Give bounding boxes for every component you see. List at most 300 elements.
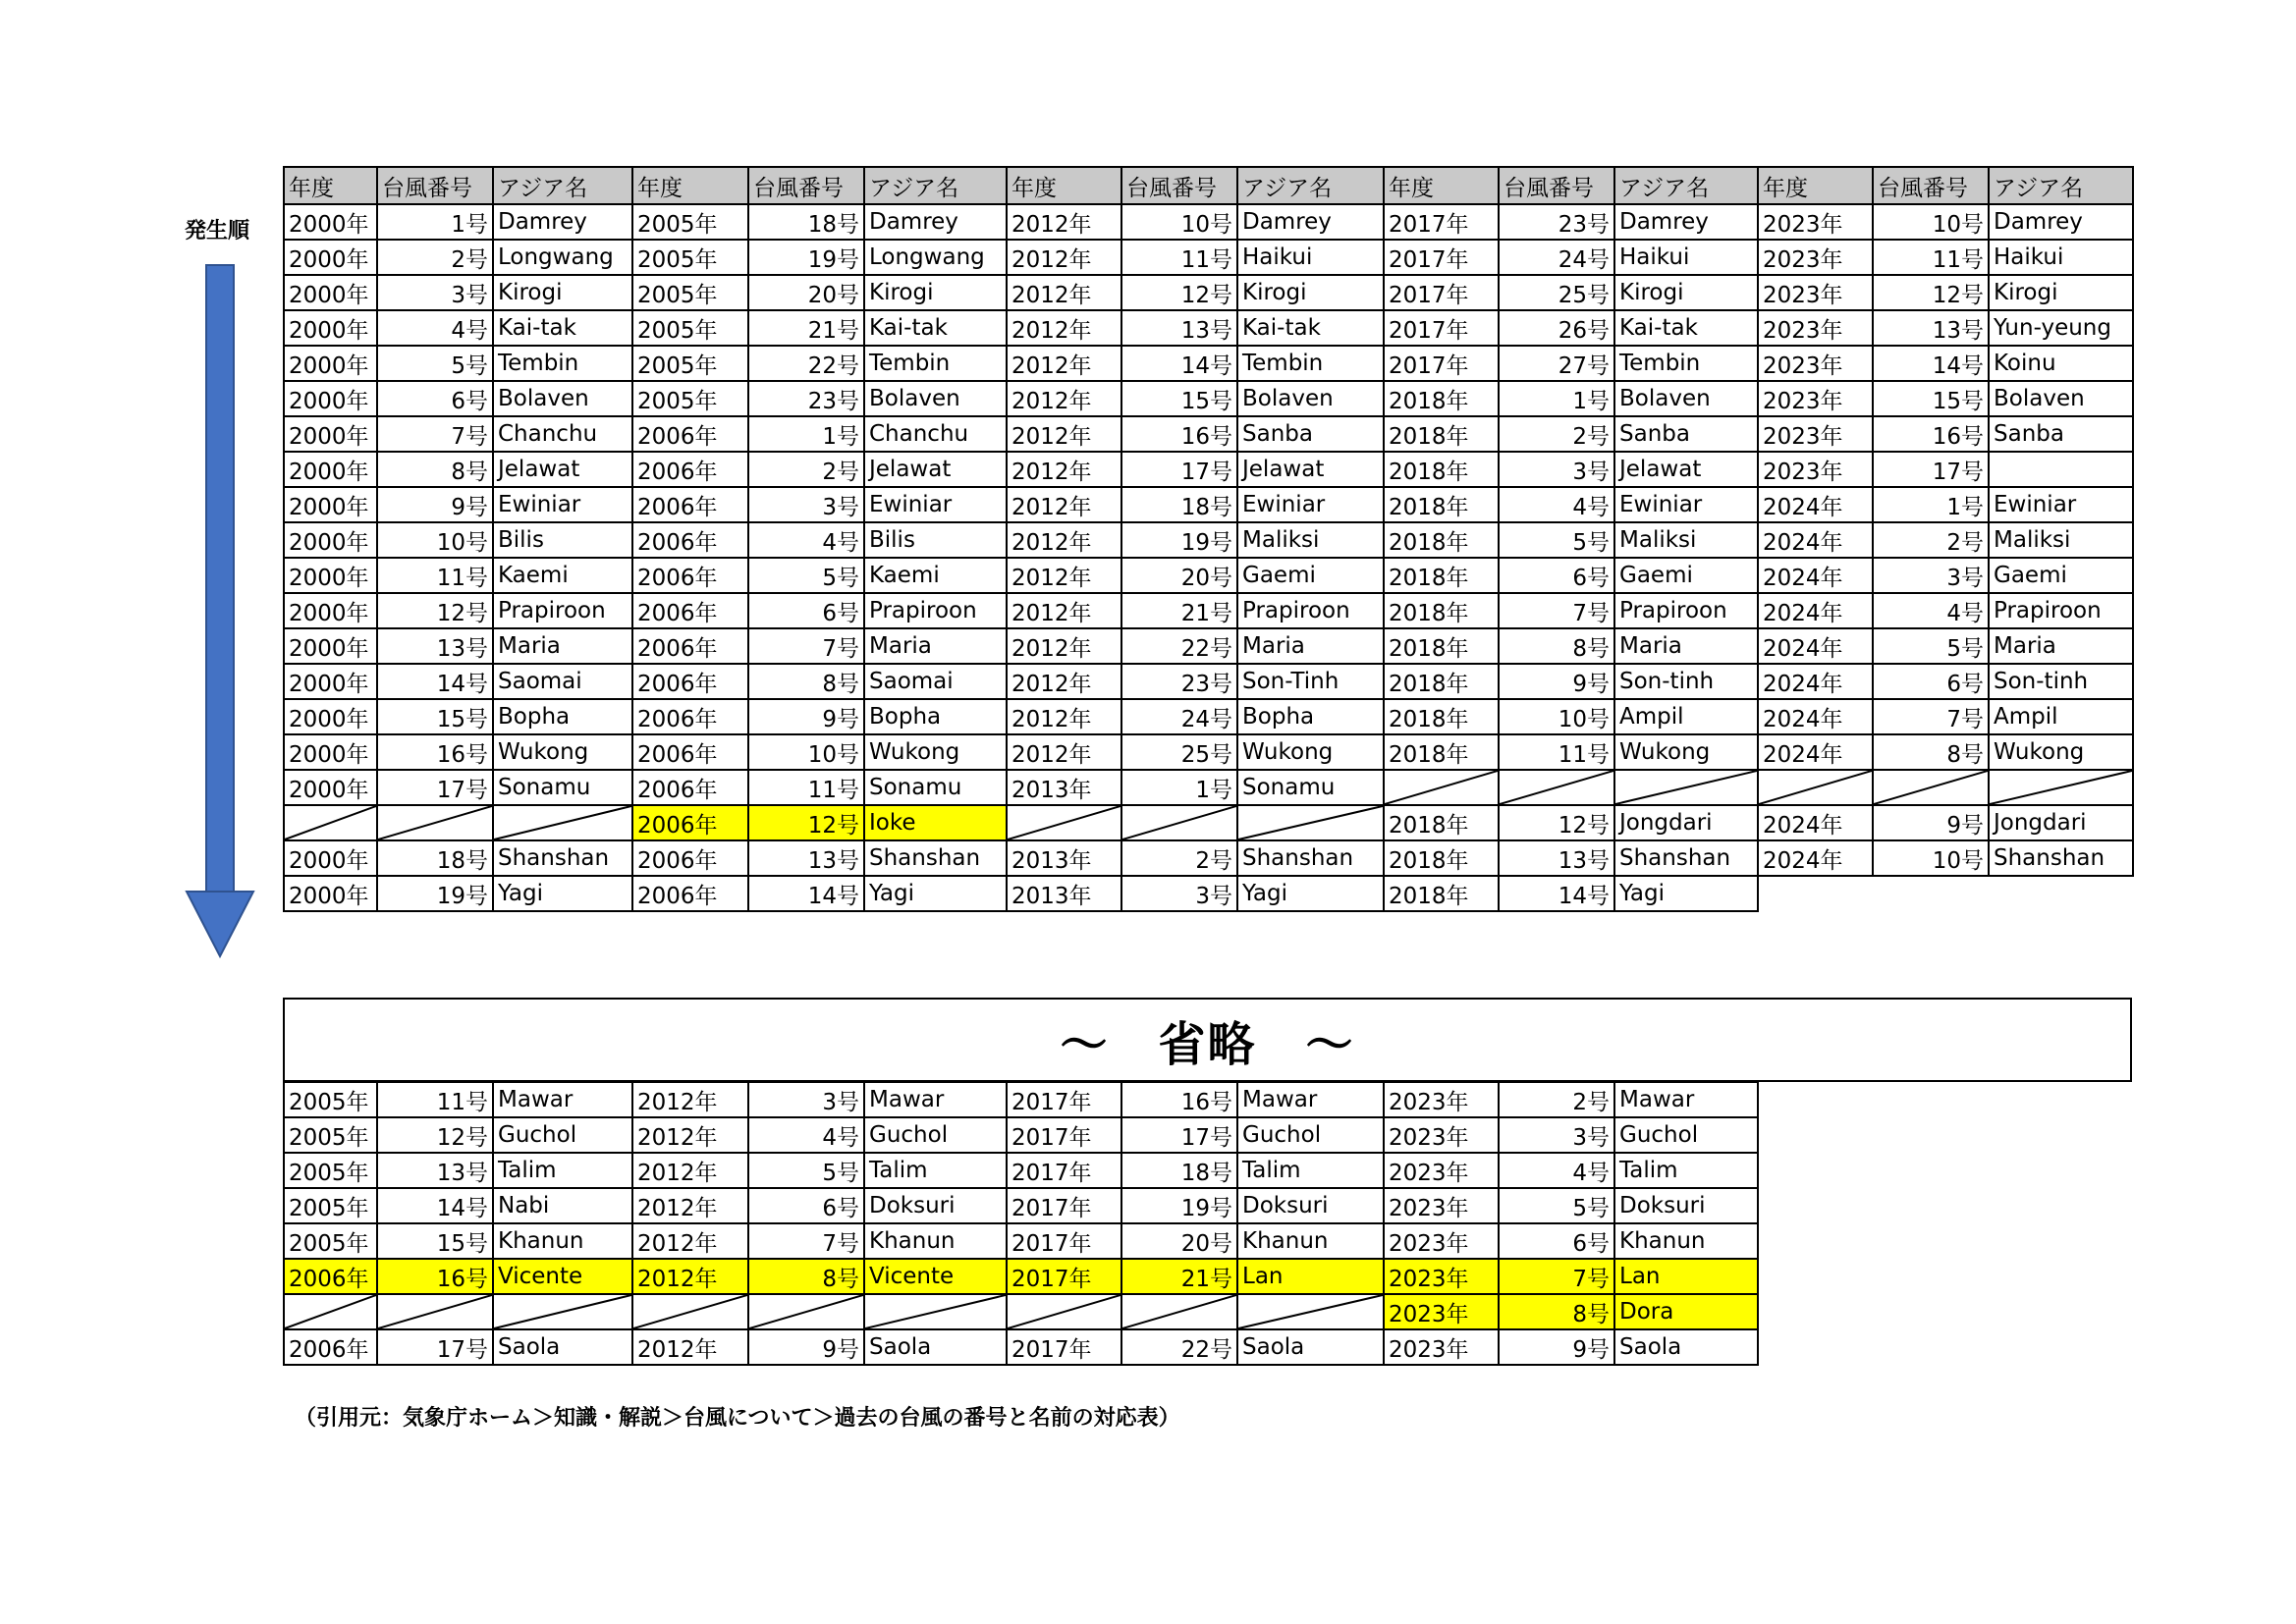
typhoon-number-cell: 10号 <box>1121 204 1237 240</box>
typhoon-number-cell: 7号 <box>1499 593 1614 628</box>
asian-name-cell: Yagi <box>864 876 1007 911</box>
table-row <box>284 1259 1758 1294</box>
asian-name-cell: Damrey <box>864 204 1007 240</box>
diagonal-empty-cell <box>1499 770 1614 805</box>
typhoon-number-cell: 18号 <box>748 204 864 240</box>
year-cell: 2023年 <box>1758 275 1873 310</box>
typhoon-number-cell: 5号 <box>377 346 493 381</box>
typhoon-number-cell: 10号 <box>748 734 864 770</box>
typhoon-table-top <box>283 166 2134 912</box>
asian-name-cell: Doksuri <box>1614 1188 1758 1223</box>
typhoon-number-cell: 9号 <box>1873 805 1989 840</box>
asian-name-cell: Bilis <box>493 522 632 558</box>
diagonal-empty-cell <box>1758 770 1873 805</box>
typhoon-number-cell: 5号 <box>1499 1188 1614 1223</box>
year-cell: 2018年 <box>1384 522 1499 558</box>
empty-area <box>1758 876 1873 911</box>
asian-name-cell: Sonamu <box>493 770 632 805</box>
asian-name-cell: Guchol <box>864 1117 1007 1153</box>
table-row <box>284 593 2133 628</box>
typhoon-number-cell: 14号 <box>1499 876 1614 911</box>
empty-area <box>1989 876 2133 911</box>
diagonal-empty-cell <box>493 805 632 840</box>
column-header: 台風番号 <box>748 167 864 204</box>
asian-name-cell: Prapiroon <box>1614 593 1758 628</box>
asian-name-cell: Chanchu <box>864 416 1007 452</box>
diagonal-empty-cell <box>1989 770 2133 805</box>
year-cell: 2023年 <box>1758 416 1873 452</box>
table-row <box>284 240 2133 275</box>
year-cell: 2018年 <box>1384 452 1499 487</box>
typhoon-number-cell: 2号 <box>1499 416 1614 452</box>
year-cell: 2024年 <box>1758 805 1873 840</box>
typhoon-number-cell: 2号 <box>1873 522 1989 558</box>
typhoon-number-cell: 21号 <box>1121 1259 1237 1294</box>
year-cell: 2000年 <box>284 840 377 876</box>
typhoon-number-cell: 3号 <box>1499 452 1614 487</box>
year-cell: 2013年 <box>1007 876 1121 911</box>
asian-name-cell: Guchol <box>1237 1117 1384 1153</box>
typhoon-number-cell: 8号 <box>377 452 493 487</box>
year-cell: 2012年 <box>632 1153 748 1188</box>
diagonal-empty-cell <box>1121 1294 1237 1329</box>
diagonal-empty-cell <box>632 1294 748 1329</box>
typhoon-number-cell: 14号 <box>748 876 864 911</box>
typhoon-number-cell: 8号 <box>1499 1294 1614 1329</box>
typhoon-number-cell: 11号 <box>1499 734 1614 770</box>
asian-name-cell: Ewiniar <box>1989 487 2133 522</box>
year-cell: 2005年 <box>284 1223 377 1259</box>
table-row <box>284 1117 1758 1153</box>
typhoon-number-cell: 4号 <box>1873 593 1989 628</box>
typhoon-number-cell: 13号 <box>748 840 864 876</box>
year-cell: 2023年 <box>1384 1259 1499 1294</box>
column-header: アジア名 <box>1989 167 2133 204</box>
typhoon-number-cell: 5号 <box>1499 522 1614 558</box>
typhoon-number-cell: 20号 <box>1121 558 1237 593</box>
year-cell: 2017年 <box>1384 240 1499 275</box>
column-header: アジア名 <box>1614 167 1758 204</box>
source-citation: （引用元：気象庁ホーム＞知識・解説＞台風について＞過去の台風の番号と名前の対応表） <box>295 1406 1180 1431</box>
year-cell: 2023年 <box>1758 204 1873 240</box>
year-cell: 2005年 <box>632 275 748 310</box>
typhoon-number-cell: 21号 <box>1121 593 1237 628</box>
asian-name-cell: Maliksi <box>1989 522 2133 558</box>
year-cell: 2017年 <box>1384 346 1499 381</box>
typhoon-number-cell: 17号 <box>1121 452 1237 487</box>
year-cell: 2000年 <box>284 381 377 416</box>
typhoon-number-cell: 12号 <box>1499 805 1614 840</box>
year-cell: 2000年 <box>284 416 377 452</box>
year-cell: 2012年 <box>1007 628 1121 664</box>
typhoon-table-bottom <box>283 1081 1759 1366</box>
typhoon-number-cell: 1号 <box>1499 381 1614 416</box>
column-header: 台風番号 <box>1873 167 1989 204</box>
column-header: 年度 <box>1758 167 1873 204</box>
asian-name-cell: Khanun <box>493 1223 632 1259</box>
table-row <box>284 310 2133 346</box>
typhoon-number-cell: 18号 <box>1121 487 1237 522</box>
typhoon-number-cell: 15号 <box>1121 381 1237 416</box>
diagonal-empty-cell <box>377 805 493 840</box>
asian-name-cell: Khanun <box>1237 1223 1384 1259</box>
year-cell: 2006年 <box>632 558 748 593</box>
asian-name-cell: Ewiniar <box>1237 487 1384 522</box>
asian-name-cell: Jelawat <box>1237 452 1384 487</box>
asian-name-cell: Mawar <box>864 1082 1007 1117</box>
typhoon-number-cell: 11号 <box>377 558 493 593</box>
asian-name-cell: Longwang <box>493 240 632 275</box>
typhoon-number-cell: 23号 <box>1121 664 1237 699</box>
typhoon-number-cell: 25号 <box>1121 734 1237 770</box>
asian-name-cell: Bopha <box>493 699 632 734</box>
year-cell: 2005年 <box>284 1117 377 1153</box>
typhoon-number-cell: 12号 <box>1121 275 1237 310</box>
table-row <box>284 204 2133 240</box>
year-cell: 2023年 <box>1758 346 1873 381</box>
typhoon-number-cell: 16号 <box>377 734 493 770</box>
asian-name-cell: Gaemi <box>1989 558 2133 593</box>
year-cell: 2012年 <box>1007 346 1121 381</box>
diagonal-empty-cell <box>284 805 377 840</box>
year-cell: 2017年 <box>1007 1082 1121 1117</box>
table-row <box>284 628 2133 664</box>
year-cell: 2006年 <box>632 593 748 628</box>
table-row <box>284 876 2133 911</box>
typhoon-number-cell: 21号 <box>748 310 864 346</box>
asian-name-cell: Bolaven <box>493 381 632 416</box>
year-cell: 2006年 <box>284 1259 377 1294</box>
typhoon-number-cell: 3号 <box>748 487 864 522</box>
typhoon-number-cell: 4号 <box>748 1117 864 1153</box>
asian-name-cell: Shanshan <box>1614 840 1758 876</box>
asian-name-cell: Tembin <box>1614 346 1758 381</box>
year-cell: 2012年 <box>1007 699 1121 734</box>
asian-name-cell: Saola <box>1237 1329 1384 1365</box>
diagonal-empty-cell <box>1384 770 1499 805</box>
asian-name-cell: Ewiniar <box>1614 487 1758 522</box>
diagonal-empty-cell <box>377 1294 493 1329</box>
asian-name-cell: Sonamu <box>864 770 1007 805</box>
year-cell: 2017年 <box>1007 1117 1121 1153</box>
asian-name-cell: Maria <box>1237 628 1384 664</box>
year-cell: 2005年 <box>632 381 748 416</box>
typhoon-number-cell: 1号 <box>1121 770 1237 805</box>
asian-name-cell: Talim <box>1614 1153 1758 1188</box>
typhoon-number-cell: 12号 <box>377 1117 493 1153</box>
asian-name-cell: Bopha <box>1237 699 1384 734</box>
asian-name-cell: Mawar <box>1614 1082 1758 1117</box>
typhoon-number-cell: 13号 <box>1499 840 1614 876</box>
asian-name-cell: Mawar <box>1237 1082 1384 1117</box>
year-cell: 2024年 <box>1758 593 1873 628</box>
asian-name-cell: Maliksi <box>1614 522 1758 558</box>
asian-name-cell: Saola <box>493 1329 632 1365</box>
typhoon-number-cell: 24号 <box>1121 699 1237 734</box>
asian-name-cell: Damrey <box>493 204 632 240</box>
typhoon-number-cell: 20号 <box>1121 1223 1237 1259</box>
typhoon-number-cell: 10号 <box>1873 204 1989 240</box>
omitted-section-banner: ～ 省略 ～ <box>283 998 2132 1082</box>
column-header: 年度 <box>284 167 377 204</box>
year-cell: 2024年 <box>1758 840 1873 876</box>
asian-name-cell: Gaemi <box>1614 558 1758 593</box>
year-cell: 2023年 <box>1758 452 1873 487</box>
table-row <box>284 1188 1758 1223</box>
asian-name-cell: Shanshan <box>493 840 632 876</box>
asian-name-cell: Sanba <box>1237 416 1384 452</box>
asian-name-cell: Kai-tak <box>493 310 632 346</box>
year-cell: 2018年 <box>1384 699 1499 734</box>
occurrence-order-label: 発生順 <box>185 219 250 244</box>
year-cell: 2023年 <box>1758 381 1873 416</box>
year-cell: 2018年 <box>1384 876 1499 911</box>
asian-name-cell: Shanshan <box>1989 840 2133 876</box>
column-header: 年度 <box>1384 167 1499 204</box>
asian-name-cell: Doksuri <box>1237 1188 1384 1223</box>
diagonal-empty-cell <box>1237 805 1384 840</box>
asian-name-cell: Jelawat <box>1614 452 1758 487</box>
typhoon-number-cell: 12号 <box>748 805 864 840</box>
typhoon-number-cell: 5号 <box>748 1153 864 1188</box>
typhoon-number-cell: 3号 <box>748 1082 864 1117</box>
asian-name-cell: Jelawat <box>864 452 1007 487</box>
typhoon-number-cell: 22号 <box>1121 628 1237 664</box>
year-cell: 2017年 <box>1007 1223 1121 1259</box>
table-row <box>284 1082 1758 1117</box>
typhoon-number-cell: 14号 <box>377 664 493 699</box>
asian-name-cell: Wukong <box>1614 734 1758 770</box>
year-cell: 2012年 <box>1007 452 1121 487</box>
asian-name-cell: Wukong <box>1989 734 2133 770</box>
typhoon-number-cell: 13号 <box>377 1153 493 1188</box>
year-cell: 2024年 <box>1758 628 1873 664</box>
year-cell: 2017年 <box>1384 310 1499 346</box>
typhoon-number-cell: 6号 <box>748 1188 864 1223</box>
table-row <box>284 840 2133 876</box>
typhoon-number-cell: 1号 <box>1873 487 1989 522</box>
typhoon-number-cell: 6号 <box>1499 1223 1614 1259</box>
table-row <box>284 1294 1758 1329</box>
asian-name-cell: Guchol <box>493 1117 632 1153</box>
asian-name-cell: Talim <box>1237 1153 1384 1188</box>
asian-name-cell: Kai-tak <box>1237 310 1384 346</box>
year-cell: 2006年 <box>632 628 748 664</box>
year-cell: 2018年 <box>1384 381 1499 416</box>
year-cell: 2023年 <box>1384 1329 1499 1365</box>
asian-name-cell: Tembin <box>864 346 1007 381</box>
year-cell: 2000年 <box>284 593 377 628</box>
table-row <box>284 522 2133 558</box>
table-row <box>284 452 2133 487</box>
asian-name-cell: Gaemi <box>1237 558 1384 593</box>
typhoon-number-cell: 14号 <box>377 1188 493 1223</box>
year-cell: 2013年 <box>1007 840 1121 876</box>
year-cell: 2000年 <box>284 699 377 734</box>
typhoon-number-cell: 24号 <box>1499 240 1614 275</box>
year-cell: 2005年 <box>284 1188 377 1223</box>
asian-name-cell: Kai-tak <box>1614 310 1758 346</box>
asian-name-cell: Ioke <box>864 805 1007 840</box>
table-row <box>284 558 2133 593</box>
typhoon-number-cell: 2号 <box>377 240 493 275</box>
asian-name-cell: Jongdari <box>1614 805 1758 840</box>
asian-name-cell: Kirogi <box>493 275 632 310</box>
diagonal-empty-cell <box>1121 805 1237 840</box>
year-cell: 2000年 <box>284 876 377 911</box>
typhoon-number-cell: 11号 <box>748 770 864 805</box>
year-cell: 2012年 <box>1007 416 1121 452</box>
table-row <box>284 805 2133 840</box>
asian-name-cell: Shanshan <box>864 840 1007 876</box>
year-cell: 2000年 <box>284 664 377 699</box>
year-cell: 2000年 <box>284 275 377 310</box>
typhoon-number-cell: 16号 <box>1121 1082 1237 1117</box>
asian-name-cell: Damrey <box>1989 204 2133 240</box>
table-row <box>284 1329 1758 1365</box>
diagonal-empty-cell <box>284 1294 377 1329</box>
typhoon-number-cell: 8号 <box>748 1259 864 1294</box>
asian-name-cell: Tembin <box>493 346 632 381</box>
table-row <box>284 275 2133 310</box>
typhoon-number-cell: 15号 <box>377 699 493 734</box>
year-cell: 2018年 <box>1384 805 1499 840</box>
diagonal-empty-cell <box>748 1294 864 1329</box>
year-cell: 2005年 <box>284 1153 377 1188</box>
year-cell: 2012年 <box>1007 275 1121 310</box>
year-cell: 2018年 <box>1384 734 1499 770</box>
typhoon-number-cell: 6号 <box>1499 558 1614 593</box>
table-row <box>284 1223 1758 1259</box>
typhoon-number-cell: 3号 <box>1873 558 1989 593</box>
typhoon-number-cell: 13号 <box>1873 310 1989 346</box>
typhoon-number-cell: 18号 <box>377 840 493 876</box>
year-cell: 2012年 <box>632 1188 748 1223</box>
asian-name-cell: Wukong <box>493 734 632 770</box>
typhoon-number-cell: 11号 <box>1873 240 1989 275</box>
typhoon-number-cell: 20号 <box>748 275 864 310</box>
year-cell: 2018年 <box>1384 558 1499 593</box>
table-row <box>284 416 2133 452</box>
year-cell: 2012年 <box>1007 522 1121 558</box>
year-cell: 2006年 <box>632 876 748 911</box>
typhoon-number-cell: 6号 <box>748 593 864 628</box>
asian-name-cell: Doksuri <box>864 1188 1007 1223</box>
typhoon-number-cell: 19号 <box>377 876 493 911</box>
asian-name-cell: Haikui <box>1989 240 2133 275</box>
asian-name-cell: Mawar <box>493 1082 632 1117</box>
year-cell: 2012年 <box>1007 664 1121 699</box>
year-cell: 2012年 <box>1007 593 1121 628</box>
asian-name-cell: Chanchu <box>493 416 632 452</box>
asian-name-cell: Kaemi <box>493 558 632 593</box>
year-cell: 2006年 <box>632 734 748 770</box>
year-cell: 2024年 <box>1758 558 1873 593</box>
asian-name-cell: Kirogi <box>864 275 1007 310</box>
table-row <box>284 1153 1758 1188</box>
diagonal-empty-cell <box>493 1294 632 1329</box>
asian-name-cell: Bolaven <box>1989 381 2133 416</box>
typhoon-number-cell: 7号 <box>748 628 864 664</box>
year-cell: 2023年 <box>1384 1223 1499 1259</box>
year-cell: 2000年 <box>284 310 377 346</box>
year-cell: 2023年 <box>1758 310 1873 346</box>
asian-name-cell: Kaemi <box>864 558 1007 593</box>
asian-name-cell: Yagi <box>1614 876 1758 911</box>
year-cell: 2024年 <box>1758 522 1873 558</box>
column-header: 台風番号 <box>1121 167 1237 204</box>
typhoon-number-cell: 10号 <box>377 522 493 558</box>
asian-name-cell: Jongdari <box>1989 805 2133 840</box>
table-row <box>284 487 2133 522</box>
typhoon-number-cell: 3号 <box>377 275 493 310</box>
typhoon-number-cell: 15号 <box>377 1223 493 1259</box>
typhoon-number-cell: 2号 <box>1121 840 1237 876</box>
asian-name-cell: Wukong <box>864 734 1007 770</box>
typhoon-number-cell: 6号 <box>1873 664 1989 699</box>
diagonal-empty-cell <box>1237 1294 1384 1329</box>
asian-name-cell: Wukong <box>1237 734 1384 770</box>
typhoon-number-cell: 25号 <box>1499 275 1614 310</box>
year-cell: 2018年 <box>1384 628 1499 664</box>
typhoon-number-cell: 11号 <box>1121 240 1237 275</box>
typhoon-number-cell: 8号 <box>1873 734 1989 770</box>
typhoon-number-cell: 8号 <box>1499 628 1614 664</box>
year-cell: 2018年 <box>1384 487 1499 522</box>
year-cell: 2023年 <box>1384 1153 1499 1188</box>
asian-name-cell: Saomai <box>864 664 1007 699</box>
asian-name-cell: Maria <box>1989 628 2133 664</box>
asian-name-cell: Ampil <box>1614 699 1758 734</box>
asian-name-cell: Haikui <box>1614 240 1758 275</box>
year-cell: 2006年 <box>632 487 748 522</box>
empty-area <box>1873 876 1989 911</box>
diagonal-empty-cell <box>1873 770 1989 805</box>
table-row <box>284 381 2133 416</box>
asian-name-cell: Vicente <box>864 1259 1007 1294</box>
typhoon-number-cell: 9号 <box>748 699 864 734</box>
year-cell: 2018年 <box>1384 416 1499 452</box>
asian-name-cell: Ampil <box>1989 699 2133 734</box>
asian-name-cell: Sonamu <box>1237 770 1384 805</box>
year-cell: 2000年 <box>284 240 377 275</box>
year-cell: 2024年 <box>1758 734 1873 770</box>
typhoon-number-cell: 9号 <box>1499 664 1614 699</box>
year-cell: 2017年 <box>1007 1188 1121 1223</box>
year-cell: 2000年 <box>284 452 377 487</box>
year-cell: 2006年 <box>632 805 748 840</box>
asian-name-cell: Damrey <box>1614 204 1758 240</box>
year-cell: 2012年 <box>1007 240 1121 275</box>
table-row <box>284 734 2133 770</box>
asian-name-cell: Kirogi <box>1989 275 2133 310</box>
year-cell: 2024年 <box>1758 664 1873 699</box>
year-cell: 2000年 <box>284 628 377 664</box>
year-cell: 2012年 <box>1007 204 1121 240</box>
year-cell: 2012年 <box>1007 381 1121 416</box>
year-cell: 2005年 <box>632 310 748 346</box>
year-cell: 2017年 <box>1384 204 1499 240</box>
typhoon-number-cell: 3号 <box>1499 1117 1614 1153</box>
asian-name-cell: Prapiroon <box>1237 593 1384 628</box>
typhoon-number-cell: 17号 <box>1873 452 1989 487</box>
year-cell: 2005年 <box>632 346 748 381</box>
table-row <box>284 664 2133 699</box>
typhoon-number-cell: 9号 <box>1499 1329 1614 1365</box>
typhoon-number-cell: 12号 <box>377 593 493 628</box>
asian-name-cell: Maria <box>864 628 1007 664</box>
typhoon-number-cell: 11号 <box>377 1082 493 1117</box>
